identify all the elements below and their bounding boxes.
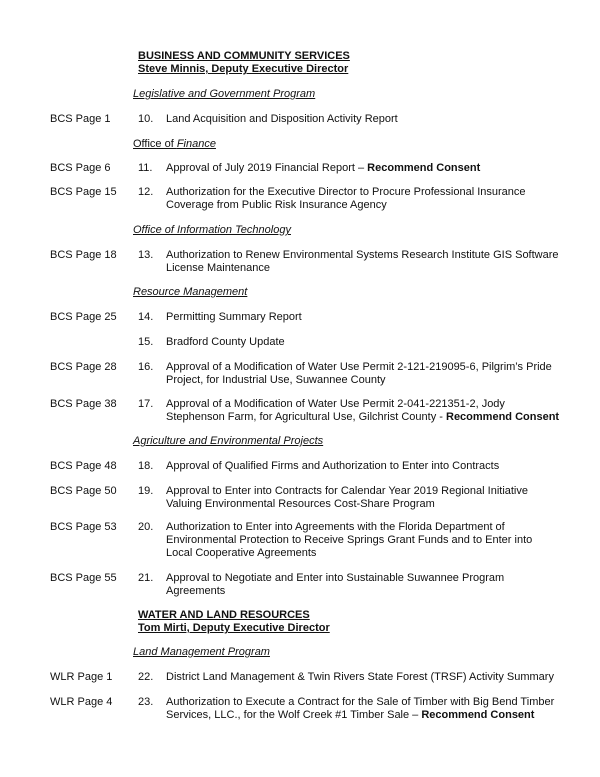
- item-text-line2: [166, 709, 576, 722]
- item-number: 14.: [138, 311, 154, 323]
- subsection-finance-word: Finance: [176, 138, 216, 150]
- item-text: [166, 162, 576, 175]
- item-number: 20.: [138, 521, 154, 533]
- page-ref: WLR Page 4: [50, 696, 113, 708]
- subsection-legislative: Legislative and Government Program: [133, 88, 316, 100]
- item-text-line1: Approval to Enter into Contracts for Calendar Year 2019 Regional Initiative: [166, 485, 528, 497]
- item-text-line2: Valuing Environmental Resources Cost-Share Program: [166, 498, 435, 510]
- item-number: 21.: [138, 572, 154, 584]
- subsection-it: Office of Information Technology: [133, 224, 291, 236]
- item-text-line1: Approval to Negotiate and Enter into Sustainable Suwannee Program: [166, 572, 505, 584]
- item-text-line2: Coverage from Public Risk Insurance Agency: [166, 199, 387, 211]
- item-number: 17.: [138, 398, 154, 410]
- page-ref: BCS Page 50: [50, 485, 117, 497]
- item-number: 12.: [138, 186, 154, 198]
- recommend-consent: Recommend Consent: [367, 162, 481, 174]
- item-text: District Land Management & Twin Rivers State Forest (TRSF) Activity Summary: [166, 671, 554, 683]
- item-text-line2: License Maintenance: [166, 262, 270, 274]
- page-ref: BCS Page 38: [50, 398, 117, 410]
- page-ref: BCS Page 53: [50, 521, 117, 533]
- item-number: 15.: [138, 336, 154, 348]
- item-text: Permitting Summary Report: [166, 311, 302, 323]
- page-ref: BCS Page 25: [50, 311, 117, 323]
- item-number: 11.: [138, 162, 153, 174]
- item-text: Approval of Qualified Firms and Authorization to Enter into Contracts: [166, 460, 500, 472]
- item-text-main: Services, LLC., for the Wolf Creek #1 Timber Sale –: [166, 709, 422, 721]
- subsection-agriculture: Agriculture and Environmental Projects: [133, 435, 324, 447]
- page-ref: WLR Page 1: [50, 671, 113, 683]
- item-number: 16.: [138, 361, 154, 373]
- page-ref: BCS Page 55: [50, 572, 117, 584]
- section-header-bcs-director: Steve Minnis, Deputy Executive Director: [138, 63, 349, 75]
- subsection-finance-prefix: Office of: [133, 138, 177, 150]
- item-text-line1: Authorization for the Executive Director to Procure Professional Insurance: [166, 186, 526, 198]
- item-text-line1: Approval of a Modification of Water Use Permit 2-121-219095-6, Pilgrim’s Pride: [166, 361, 552, 373]
- item-text-line1: Approval of a Modification of Water Use Permit 2-041-221351-2, Jody: [166, 398, 505, 410]
- item-text-line1: Authorization to Execute a Contract for the Sale of Timber with Big Bend Timber: [166, 696, 555, 708]
- section-header-bcs-title: BUSINESS AND COMMUNITY SERVICES: [138, 50, 350, 62]
- section-header-wlr-director: Tom Mirti, Deputy Executive Director: [138, 622, 330, 634]
- subsection-land: Land Management Program: [133, 646, 270, 658]
- item-text-line2: [166, 411, 576, 424]
- recommend-consent: Recommend Consent: [446, 411, 560, 423]
- page-ref: BCS Page 1: [50, 113, 111, 125]
- page-ref: BCS Page 15: [50, 186, 117, 198]
- page-ref: BCS Page 6: [50, 162, 111, 174]
- item-text: Land Acquisition and Disposition Activity Report: [166, 113, 398, 125]
- item-number: 22.: [138, 671, 154, 683]
- page-ref: BCS Page 48: [50, 460, 117, 472]
- subsection-finance: [133, 138, 216, 151]
- item-text-line2: Environmental Protection to Receive Springs Grant Funds and to Enter into: [166, 534, 533, 546]
- item-text: Bradford County Update: [166, 336, 285, 348]
- section-header-wlr-title: WATER AND LAND RESOURCES: [138, 609, 310, 621]
- item-number: 23.: [138, 696, 154, 708]
- page-ref: BCS Page 28: [50, 361, 117, 373]
- item-text-main: Stephenson Farm, for Agricultural Use, Gilchrist County -: [166, 411, 446, 423]
- item-number: 10.: [138, 113, 154, 125]
- item-number: 18.: [138, 460, 154, 472]
- item-number: 13.: [138, 249, 154, 261]
- item-text-line2: Project, for Industrial Use, Suwannee County: [166, 374, 386, 386]
- item-text-line1: Authorization to Renew Environmental Systems Research Institute GIS Software: [166, 249, 559, 261]
- item-number: 19.: [138, 485, 154, 497]
- item-text-main: Approval of July 2019 Financial Report –: [166, 162, 368, 174]
- item-text-line1: Authorization to Enter into Agreements with the Florida Department of: [166, 521, 505, 533]
- recommend-consent: Recommend Consent: [421, 709, 535, 721]
- item-text-line2: Agreements: [166, 585, 226, 597]
- page-ref: BCS Page 18: [50, 249, 117, 261]
- subsection-resource: Resource Management: [133, 286, 248, 298]
- item-text-line3: Local Cooperative Agreements: [166, 547, 317, 559]
